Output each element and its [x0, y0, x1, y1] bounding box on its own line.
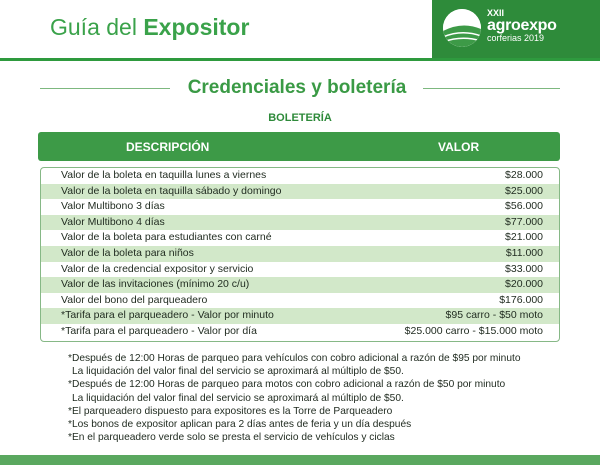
row-value: $95 carro - $50 moto: [445, 309, 543, 322]
agroexpo-logo-text: [487, 9, 557, 43]
table-row: [41, 215, 559, 231]
footnote: *Después de 12:00 Horas de parqueo para vehículos con cobro adicional a razón de $95 por minuto: [68, 353, 521, 364]
footnote-continuation: La liquidación del valor final del servicio se aproximará al múltiplo de $50.: [72, 392, 404, 404]
footnote: *El parqueadero dispuesto para expositores es la Torre de Parqueadero: [68, 405, 393, 417]
row-description: Valor de la boleta para estudiantes con carné: [61, 231, 272, 244]
table-row: [41, 246, 559, 262]
row-description: *Tarifa para el parqueadero - Valor por minuto: [61, 309, 274, 322]
table-row: [41, 293, 559, 309]
guide-title-bold: Expositor: [143, 14, 250, 40]
row-description: Valor de la boleta en taquilla lunes a viernes: [61, 169, 267, 181]
section-title-text: Credenciales y boletería: [187, 77, 407, 98]
title-divider-right: [423, 88, 560, 89]
row-description: Valor Multibono 3 días: [61, 200, 165, 213]
table-header: [38, 132, 560, 161]
row-value: $33.000: [505, 262, 543, 275]
row-description: Valor del bono del parqueadero: [61, 293, 208, 306]
row-value: $11.000: [505, 246, 543, 259]
table-row: [41, 199, 559, 215]
row-description: Valor de las invitaciones (mínimo 20 c/u): [61, 278, 250, 291]
subsection-title: BOLETERÍA: [268, 112, 332, 124]
row-value: $56.000: [505, 200, 543, 213]
row-description: *Tarifa para el parqueadero - Valor por día: [61, 324, 257, 337]
guide-title-plain: Guía del: [50, 14, 144, 40]
footer-bar: [0, 455, 600, 465]
guide-title: [50, 14, 249, 41]
table-row: [41, 308, 559, 324]
row-value: $28.000: [505, 169, 543, 181]
row-value: $20.000: [505, 278, 543, 291]
logo-edition: XXII: [487, 8, 505, 18]
row-description: Valor de la boleta para niños: [61, 246, 194, 259]
table-row: [41, 262, 559, 278]
table-row: [41, 277, 559, 293]
price-table: [40, 167, 560, 342]
column-header-value: VALOR: [438, 140, 480, 154]
table-row: [41, 168, 559, 184]
row-description: Valor de la credencial expositor y servicio: [61, 262, 254, 275]
page-header: [0, 0, 600, 61]
row-value: $21.000: [505, 231, 543, 244]
logo-name: agroexpo: [487, 17, 557, 34]
agroexpo-logo-icon: [443, 9, 481, 47]
footnote-continuation: La liquidación del valor final del servicio se aproximará al múltiplo de $50.: [72, 366, 404, 378]
footnotes: [68, 352, 568, 444]
logo-subtitle: corferias 2019: [487, 33, 545, 43]
column-header-description: DESCRIPCIÓN: [126, 140, 210, 154]
row-description: Valor Multibono 4 días: [61, 215, 165, 228]
row-value: $176.000: [499, 293, 543, 306]
table-row: [41, 184, 559, 200]
footnote: *En el parqueadero verde solo se presta el servicio de vehículos y ciclas: [68, 432, 395, 444]
table-row: [41, 324, 559, 340]
row-description: Valor de la boleta en taquilla sábado y domingo: [61, 184, 282, 197]
row-value: $25.000 carro - $15.000 moto: [404, 324, 543, 337]
section-title: [0, 77, 600, 101]
table-row: [41, 230, 559, 246]
row-value: $25.000: [505, 184, 543, 197]
footnote: *Después de 12:00 Horas de parqueo para motos con cobro adicional a razón de $50 por minuto: [68, 379, 506, 391]
title-divider-left: [40, 88, 170, 89]
footnote: *Los bonos de expositor aplican para 2 días antes de feria y un día después: [68, 419, 412, 431]
row-value: $77.000: [505, 215, 543, 228]
